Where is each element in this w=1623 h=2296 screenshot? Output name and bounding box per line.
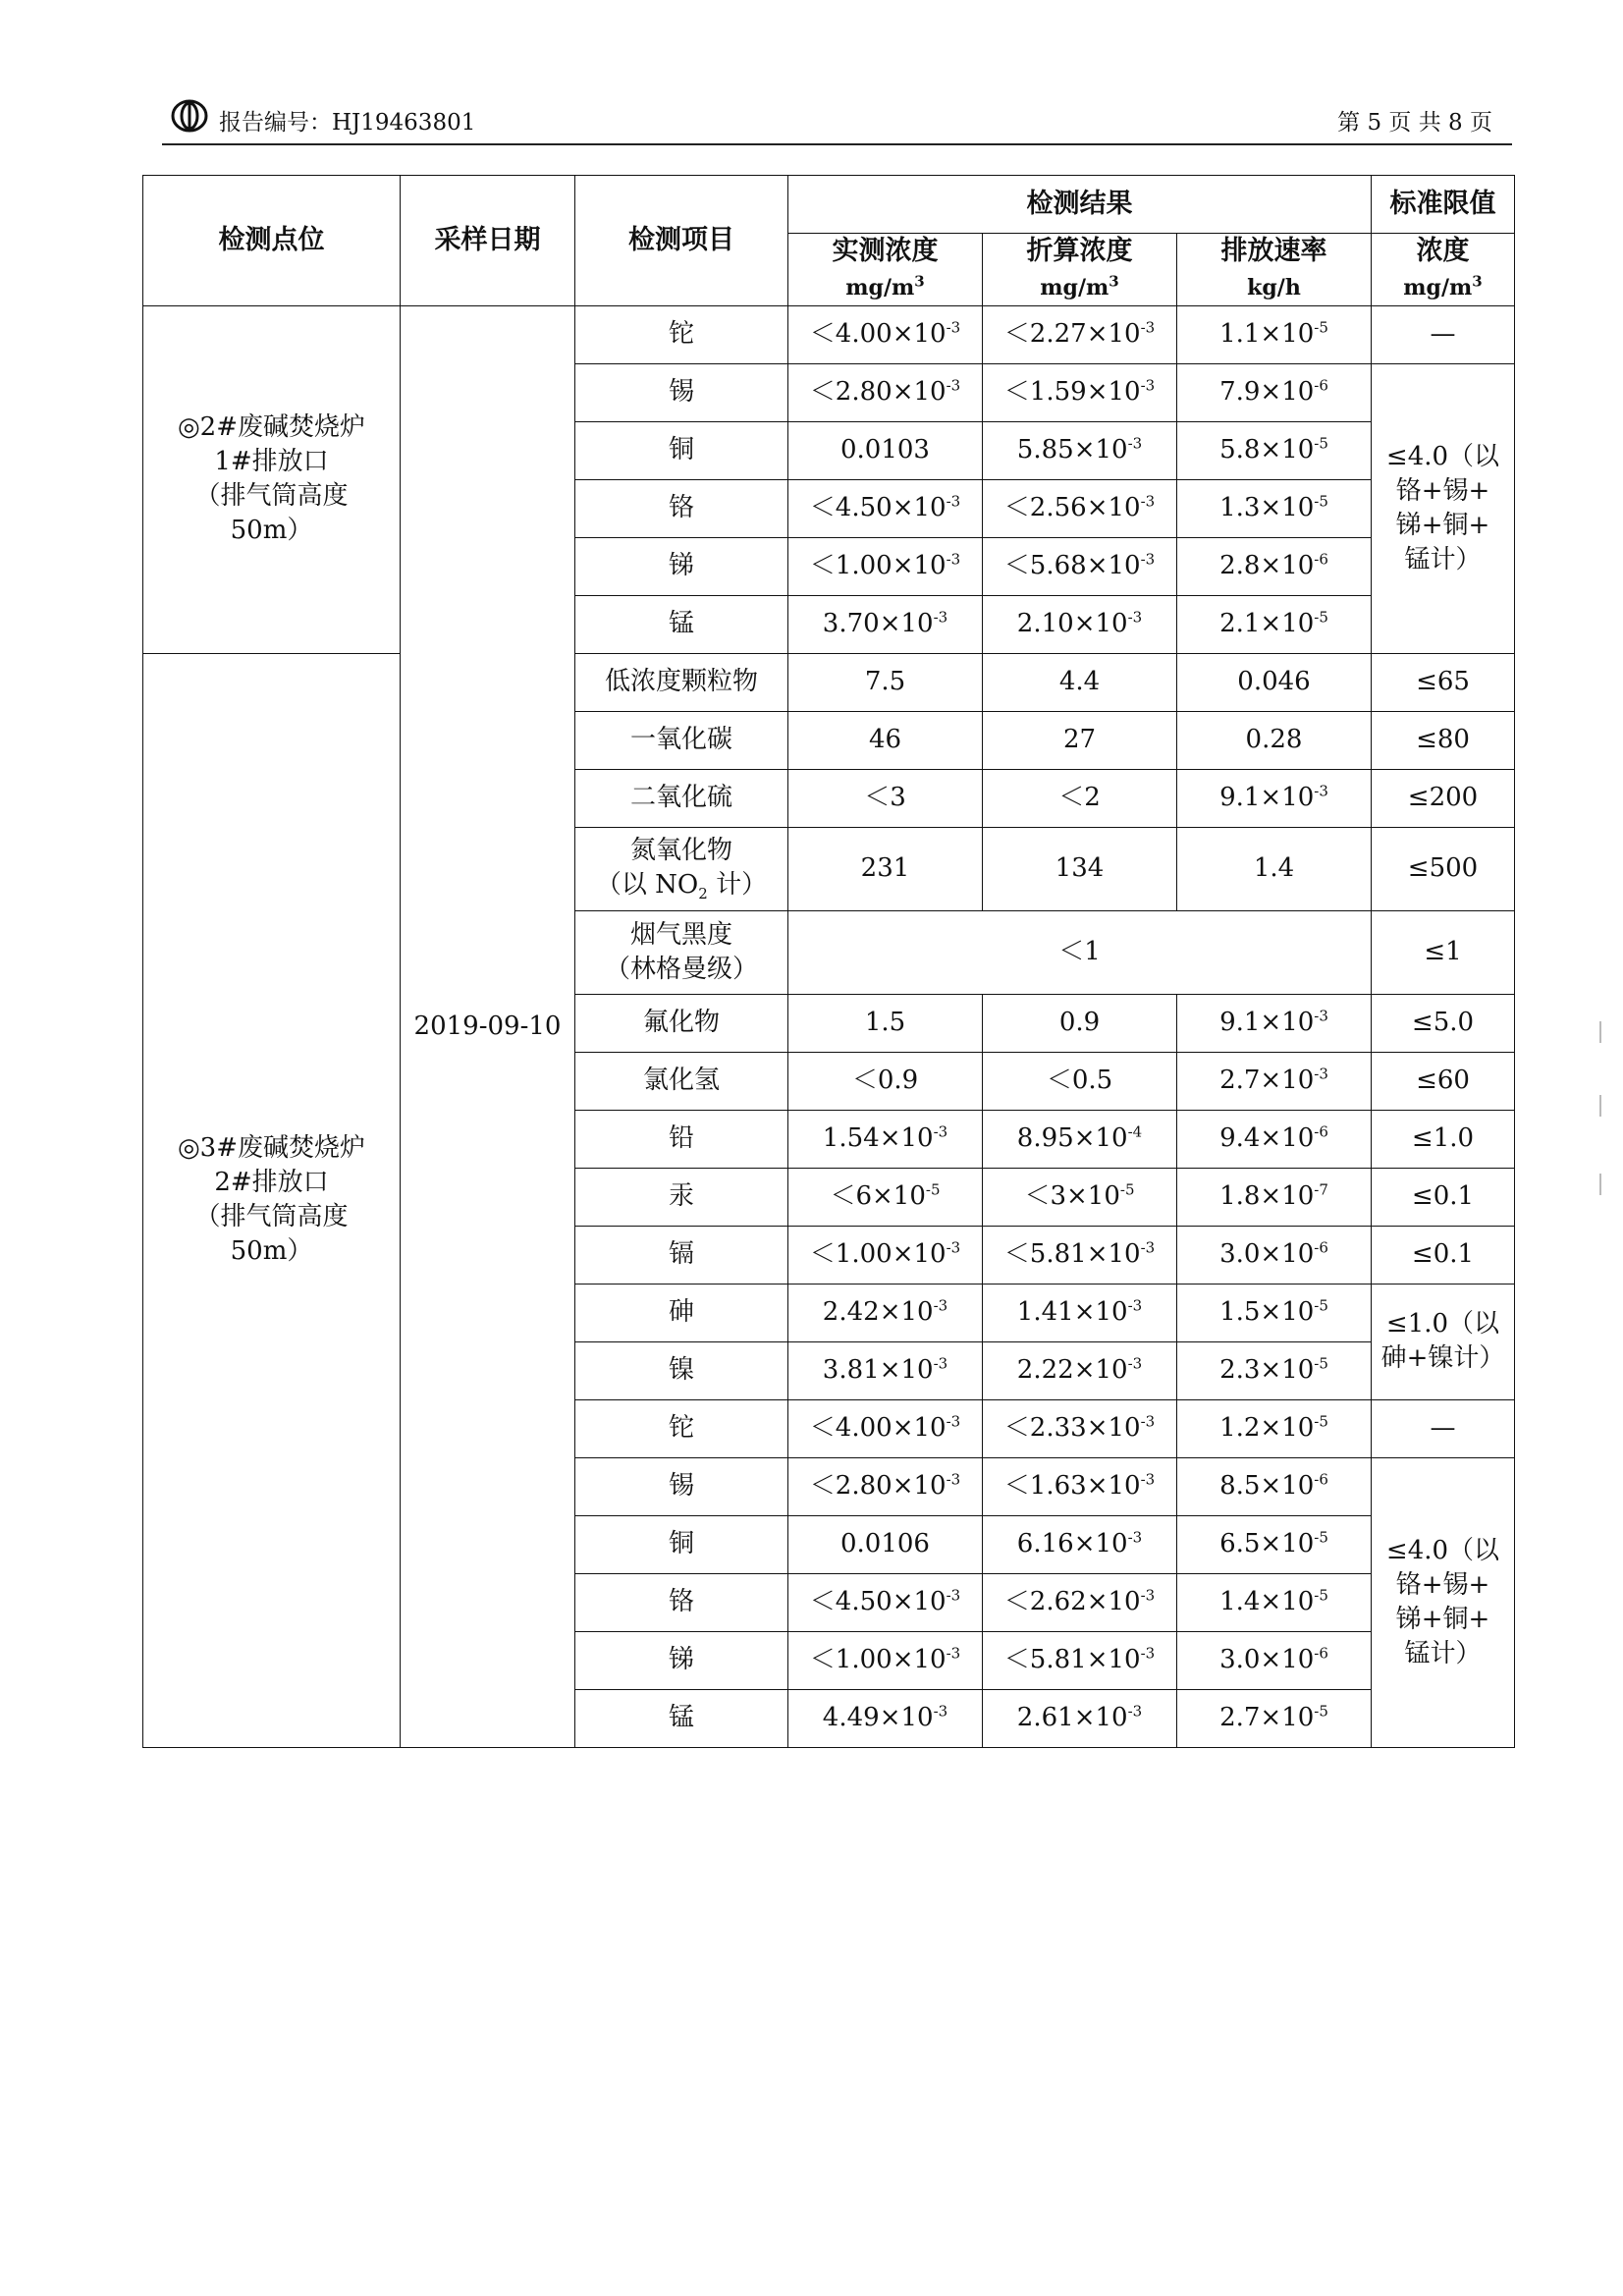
converted-cell: 134: [983, 827, 1177, 910]
converted-cell: $2.10\times 10^{-3}$: [983, 595, 1177, 653]
rate-cell: 1.4: [1177, 827, 1372, 910]
rate-cell: $1.4\times 10^{-5}$: [1177, 1573, 1372, 1631]
measured-cell: $<1.00\times 10^{-3}$: [788, 1226, 983, 1284]
measured-cell: $1.54\times 10^{-3}$: [788, 1110, 983, 1168]
measured-cell: 0.0103: [788, 421, 983, 479]
converted-cell: $<5.68\times 10^{-3}$: [983, 537, 1177, 595]
rate-cell: $3.0\times 10^{-6}$: [1177, 1226, 1372, 1284]
limit-cell: ≤0.1: [1372, 1226, 1515, 1284]
header-limit: 标准限值: [1372, 176, 1515, 234]
rate-cell: $9.4\times 10^{-6}$: [1177, 1110, 1372, 1168]
rate-cell: 0.28: [1177, 711, 1372, 769]
header-item: 检测项目: [575, 176, 788, 306]
header-rate: 排放速率 kg/h: [1177, 234, 1372, 306]
location-2: ◎3#废碱焚烧炉 2#排放口 （排气筒高度 50m）: [143, 653, 401, 1747]
edge-mark: [1599, 1021, 1615, 1043]
measured-cell: $<2.80\times 10^{-3}$: [788, 363, 983, 421]
measured-cell: $<2.80\times 10^{-3}$: [788, 1457, 983, 1515]
test-results-table: [142, 175, 1515, 1748]
measured-cell: ＜3: [788, 769, 983, 827]
converted-cell: $2.61\times 10^{-3}$: [983, 1689, 1177, 1747]
limit-cell: ≤60: [1372, 1052, 1515, 1110]
limit-cell: ≤200: [1372, 769, 1515, 827]
measured-cell: $<4.50\times 10^{-3}$: [788, 479, 983, 537]
item-cell: 锑: [575, 1631, 788, 1689]
converted-cell: ＜0.5: [983, 1052, 1177, 1110]
limit-cell: —: [1372, 1399, 1515, 1457]
item-cell: 锑: [575, 537, 788, 595]
rate-cell: $1.8\times 10^{-7}$: [1177, 1168, 1372, 1226]
unit-converted: $mg/m^3$: [1040, 273, 1119, 301]
measured-cell: $3.70\times 10^{-3}$: [788, 595, 983, 653]
rate-cell: $9.1\times 10^{-3}$: [1177, 994, 1372, 1052]
measured-cell: 1.5: [788, 994, 983, 1052]
item-cell: 铊: [575, 305, 788, 363]
converted-cell: $<5.81\times 10^{-3}$: [983, 1631, 1177, 1689]
rate-cell: 0.046: [1177, 653, 1372, 711]
item-cell: 铅: [575, 1110, 788, 1168]
item-cell: 铜: [575, 1515, 788, 1573]
item-cell: 锰: [575, 595, 788, 653]
rate-cell: $3.0\times 10^{-6}$: [1177, 1631, 1372, 1689]
converted-cell: $<2.33\times 10^{-3}$: [983, 1399, 1177, 1457]
edge-mark: [1599, 1174, 1615, 1195]
limit-group-3: ≤4.0（以 铬+锡+ 锑+铜+ 锰计）: [1372, 1457, 1515, 1747]
limit-cell: ≤65: [1372, 653, 1515, 711]
limit-group-1: ≤4.0（以 铬+锡+ 锑+铜+ 锰计）: [1372, 363, 1515, 653]
measured-cell: $2.42\times 10^{-3}$: [788, 1284, 983, 1341]
rate-cell: $5.8\times 10^{-5}$: [1177, 421, 1372, 479]
header-results: 检测结果: [788, 176, 1372, 234]
converted-cell: 0.9: [983, 994, 1177, 1052]
rate-cell: $1.3\times 10^{-5}$: [1177, 479, 1372, 537]
header-location: 检测点位: [143, 176, 401, 306]
unit-rate: kg/h: [1247, 275, 1301, 301]
converted-cell: $<5.81\times 10^{-3}$: [983, 1226, 1177, 1284]
item-cell: 一氧化碳: [575, 711, 788, 769]
limit-cell: ≤80: [1372, 711, 1515, 769]
item-cell: 镍: [575, 1341, 788, 1399]
item-cell: 锡: [575, 1457, 788, 1515]
item-cell: 铬: [575, 479, 788, 537]
table-row: [143, 305, 1515, 363]
header-limit-conc: 浓度 $mg/m^3$: [1372, 234, 1515, 306]
converted-cell: 27: [983, 711, 1177, 769]
converted-cell: $<2.27\times 10^{-3}$: [983, 305, 1177, 363]
table-row: [143, 653, 1515, 711]
item-cell: 氟化物: [575, 994, 788, 1052]
item-cell: 铊: [575, 1399, 788, 1457]
rate-cell: $7.9\times 10^{-6}$: [1177, 363, 1372, 421]
converted-cell: $2.22\times 10^{-3}$: [983, 1341, 1177, 1399]
sample-date: 2019-09-10: [401, 305, 575, 1747]
rate-cell: $2.7\times 10^{-3}$: [1177, 1052, 1372, 1110]
item-cell: 砷: [575, 1284, 788, 1341]
item-cell: 锡: [575, 363, 788, 421]
measured-cell: $<1.00\times 10^{-3}$: [788, 537, 983, 595]
location-1: ◎2#废碱焚烧炉 1#排放口 （排气筒高度 50m）: [143, 305, 401, 653]
item-cell: 低浓度颗粒物: [575, 653, 788, 711]
item-cell: 镉: [575, 1226, 788, 1284]
converted-cell: $<3\times 10^{-5}$: [983, 1168, 1177, 1226]
converted-cell: $6.16\times 10^{-3}$: [983, 1515, 1177, 1573]
measured-cell: $<4.00\times 10^{-3}$: [788, 305, 983, 363]
rate-cell: $2.1\times 10^{-5}$: [1177, 595, 1372, 653]
measured-cell: $<1.00\times 10^{-3}$: [788, 1631, 983, 1689]
measured-cell: $<6\times 10^{-5}$: [788, 1168, 983, 1226]
edge-mark: [1599, 1095, 1615, 1117]
converted-cell: $5.85\times 10^{-3}$: [983, 421, 1177, 479]
rate-cell: $1.1\times 10^{-5}$: [1177, 305, 1372, 363]
measured-cell: $3.81\times 10^{-3}$: [788, 1341, 983, 1399]
smoke-value-cell: ＜1: [788, 910, 1372, 994]
item-cell: 烟气黑度 （林格曼级）: [575, 910, 788, 994]
measured-cell: ＜0.9: [788, 1052, 983, 1110]
header-date: 采样日期: [401, 176, 575, 306]
rate-cell: $8.5\times 10^{-6}$: [1177, 1457, 1372, 1515]
limit-group-2: ≤1.0（以 砷+镍计）: [1372, 1284, 1515, 1399]
rate-cell: $1.5\times 10^{-5}$: [1177, 1284, 1372, 1341]
measured-cell: 231: [788, 827, 983, 910]
header-measured: 实测浓度 $mg/m^3$: [788, 234, 983, 306]
item-cell: 二氧化硫: [575, 769, 788, 827]
converted-cell: $8.95\times 10^{-4}$: [983, 1110, 1177, 1168]
item-cell: 铬: [575, 1573, 788, 1631]
measured-cell: $<4.50\times 10^{-3}$: [788, 1573, 983, 1631]
unit-limit: $mg/m^3$: [1403, 273, 1483, 301]
converted-cell: $<2.62\times 10^{-3}$: [983, 1573, 1177, 1631]
header-converted: 折算浓度 $mg/m^3$: [983, 234, 1177, 306]
item-cell: 铜: [575, 421, 788, 479]
converted-cell: $<1.59\times 10^{-3}$: [983, 363, 1177, 421]
converted-cell: $1.41\times 10^{-3}$: [983, 1284, 1177, 1341]
converted-cell: 4.4: [983, 653, 1177, 711]
limit-cell: ≤1.0: [1372, 1110, 1515, 1168]
rate-cell: $2.3\times 10^{-5}$: [1177, 1341, 1372, 1399]
limit-cell: ≤0.1: [1372, 1168, 1515, 1226]
company-logo-icon: [170, 98, 209, 134]
item-cell: 氮氧化物 （以 $NO_2$ 计）: [575, 827, 788, 910]
unit-measured: $mg/m^3$: [845, 273, 925, 301]
measured-cell: 0.0106: [788, 1515, 983, 1573]
item-cell: 氯化氢: [575, 1052, 788, 1110]
page-header: [162, 94, 1512, 145]
report-number: 报告编号：HJ19463801: [219, 110, 476, 136]
item-cell: 锰: [575, 1689, 788, 1747]
limit-cell: —: [1372, 305, 1515, 363]
rate-cell: $2.8\times 10^{-6}$: [1177, 537, 1372, 595]
page-number: 第 5 页 共 8 页: [1337, 110, 1492, 136]
limit-cell: ≤5.0: [1372, 994, 1515, 1052]
measured-cell: $4.49\times 10^{-3}$: [788, 1689, 983, 1747]
converted-cell: $<2.56\times 10^{-3}$: [983, 479, 1177, 537]
measured-cell: $<4.00\times 10^{-3}$: [788, 1399, 983, 1457]
item-cell: 汞: [575, 1168, 788, 1226]
limit-cell: ≤1: [1372, 910, 1515, 994]
limit-cell: ≤500: [1372, 827, 1515, 910]
converted-cell: ＜2: [983, 769, 1177, 827]
rate-cell: $6.5\times 10^{-5}$: [1177, 1515, 1372, 1573]
measured-cell: 7.5: [788, 653, 983, 711]
converted-cell: $<1.63\times 10^{-3}$: [983, 1457, 1177, 1515]
rate-cell: $9.1\times 10^{-3}$: [1177, 769, 1372, 827]
measured-cell: 46: [788, 711, 983, 769]
rate-cell: $1.2\times 10^{-5}$: [1177, 1399, 1372, 1457]
rate-cell: $2.7\times 10^{-5}$: [1177, 1689, 1372, 1747]
